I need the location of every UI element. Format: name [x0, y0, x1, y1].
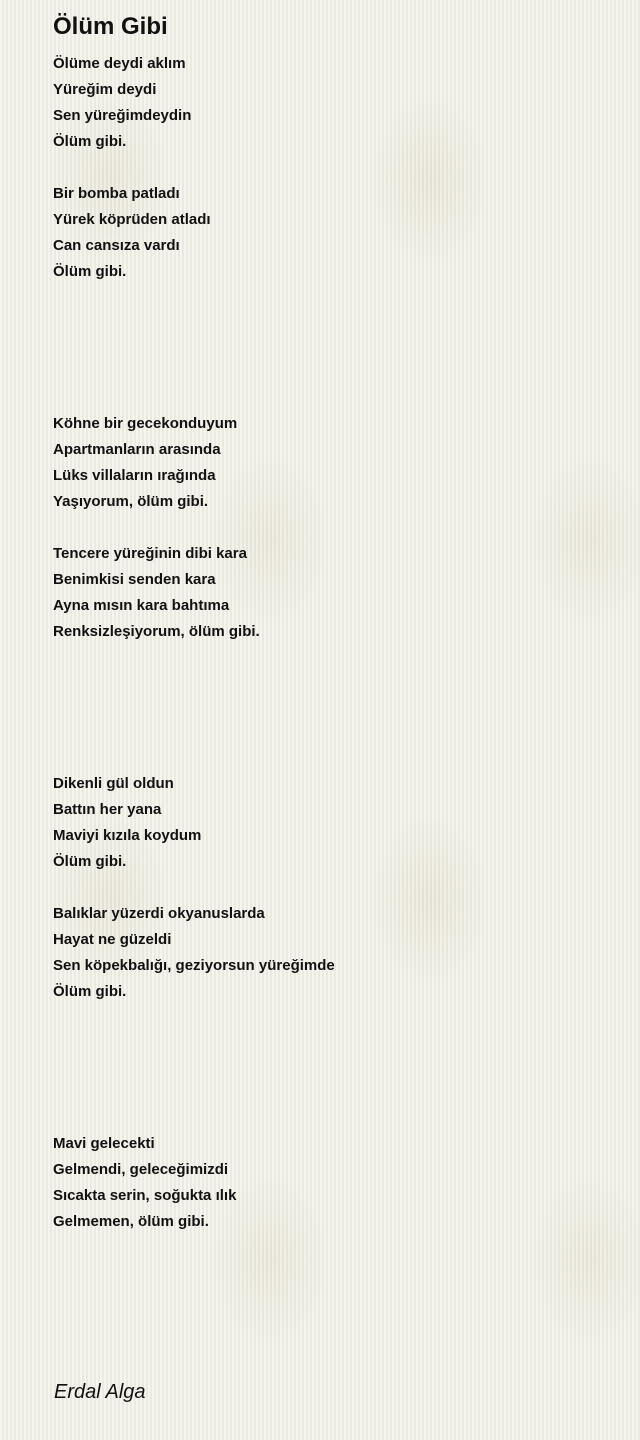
poem-line: Tencere yüreğinin dibi kara [53, 545, 247, 562]
poem-line: Benimkisi senden kara [53, 571, 216, 588]
poem-line: Bir bomba patladı [53, 185, 180, 202]
stanza-5 [53, 771, 201, 875]
poem-title: Ölüm Gibi [53, 13, 168, 40]
poem-line: Apartmanların arasında [53, 441, 221, 458]
poem-line: Maviyi kızıla koydum [53, 827, 202, 844]
poem-line: Yüreğim deydi [53, 81, 157, 98]
poem-line: Battın her yana [53, 801, 162, 818]
poem-line: Mavi gelecekti [53, 1135, 155, 1152]
stanza-3 [53, 411, 237, 515]
poem-line: Ölüm gibi. [53, 263, 127, 280]
poem-line: Sen yüreğimdeydin [53, 107, 192, 124]
poem-line: Renksizleşiyorum, ölüm gibi. [53, 623, 260, 640]
poem-line: Can cansıza vardı [53, 237, 180, 254]
stanza-1 [53, 51, 191, 155]
poem-line: Yürek köprüden atladı [53, 211, 211, 228]
poem-line: Ölüm gibi. [53, 853, 127, 870]
poem-line: Hayat ne güzeldi [53, 931, 172, 948]
poem-line: Gelmendi, geleceğimizdi [53, 1161, 229, 1178]
stanza-7 [53, 1131, 236, 1235]
poem-line: Ayna mısın kara bahtıma [53, 597, 230, 614]
poem-line: Gelmemen, ölüm gibi. [53, 1213, 209, 1230]
poem-line: Ölüm gibi. [53, 983, 127, 1000]
poem-line: Dikenli gül oldun [53, 775, 174, 792]
stanza-6 [53, 901, 335, 1005]
stanza-2 [53, 181, 211, 285]
poem-line: Balıklar yüzerdi okyanuslarda [53, 905, 265, 922]
poem-line: Köhne bir gecekonduyum [53, 415, 238, 432]
poem-line: Sıcakta serin, soğukta ılık [53, 1187, 237, 1204]
poem-line: Ölüme deydi aklım [53, 55, 186, 72]
poem-line: Yaşıyorum, ölüm gibi. [53, 493, 209, 510]
poem-line: Sen köpekbalığı, geziyorsun yüreğimde [53, 957, 335, 974]
author-name: Erdal Alga [54, 1381, 146, 1403]
poem-line: Lüks villaların ırağında [53, 467, 216, 484]
poem-line: Ölüm gibi. [53, 133, 127, 150]
stanza-4 [53, 541, 260, 645]
